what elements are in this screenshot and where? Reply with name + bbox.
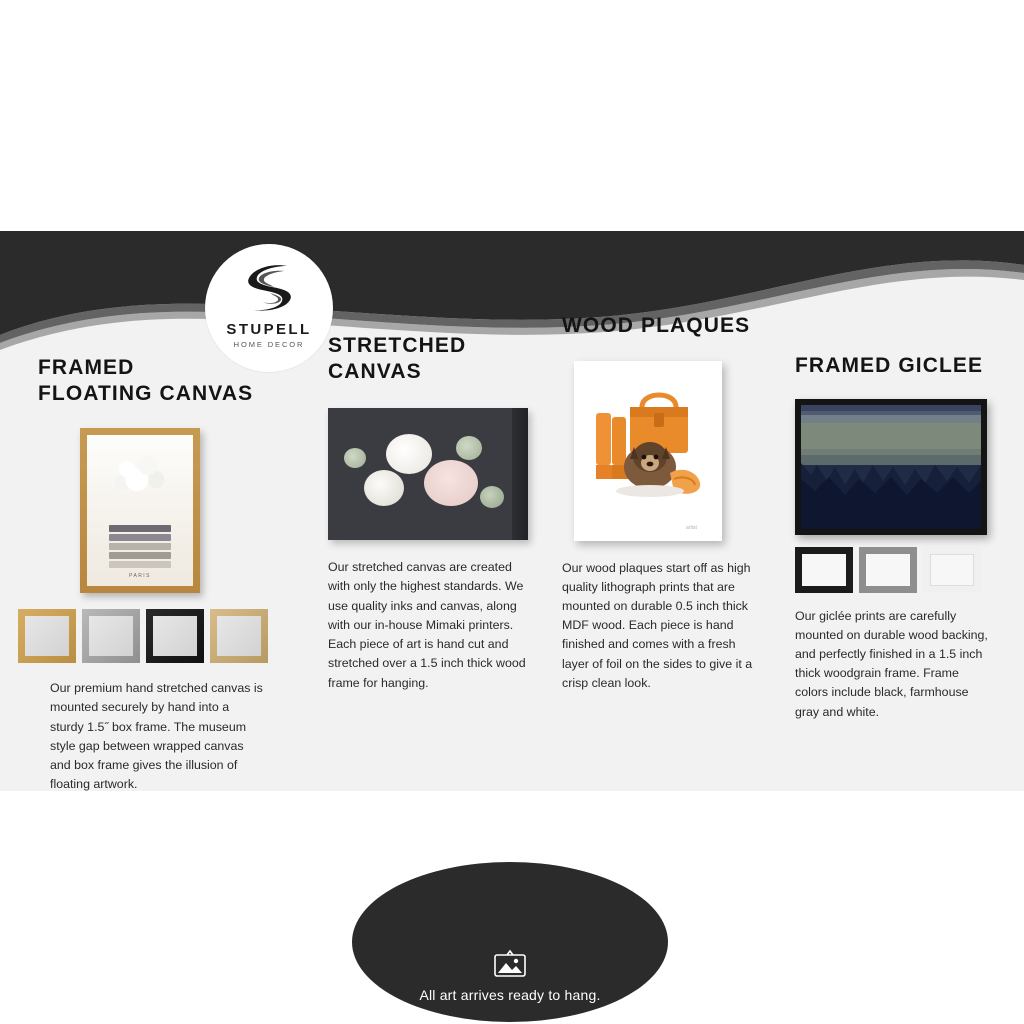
frame-option-black[interactable] <box>795 547 853 593</box>
section-body-framed-giclee: Our giclée prints are carefully mounted on durable wood backing, and perfectly finished in a 1.5 inch thick woodgrain frame. Frame colors include black, farmhouse gray and white. <box>795 608 988 719</box>
swatch-gold[interactable] <box>18 609 76 663</box>
product-image-stretched-canvas <box>328 408 528 540</box>
brand-logo <box>205 244 333 372</box>
floral-artwork-detail <box>108 451 172 503</box>
swatch-gray[interactable] <box>82 609 140 663</box>
section-body-framed-floating-canvas: Our premium hand stretched canvas is mounted securely by hand into a sturdy 1.5˝ box frame. The museum style gap between wrapped canvas and box frame gives the illusion of floating artwork. <box>50 681 263 792</box>
section-wood-plaques <box>562 313 767 693</box>
title-line-1: WOOD PLAQUES <box>562 314 751 337</box>
artwork-canvas <box>87 435 193 586</box>
product-image-framed-floating-canvas <box>80 428 200 593</box>
swatch-light-gold[interactable] <box>210 609 268 663</box>
ready-to-hang-text: All art arrives ready to hang. <box>419 987 601 1003</box>
section-title-wood-plaques <box>562 313 767 339</box>
artwork-caption: PARIS <box>129 573 151 580</box>
section-stretched-canvas <box>328 333 538 693</box>
ready-to-hang-badge <box>352 932 668 1022</box>
frame-option-farmhouse-gray[interactable] <box>859 547 917 593</box>
swatch-black[interactable] <box>146 609 204 663</box>
brand-name: STUPELL <box>226 321 312 338</box>
section-framed-floating-canvas <box>38 355 288 795</box>
section-body-wood-plaques: Our wood plaques start off as high quality lithograph prints that are mounted on durable 0.5 inch thick MDF wood. Each piece is hand finished and comes with a fresh layer of foil on the sides to give it a crisp clean look. <box>562 560 753 690</box>
brand-tagline: HOME DECOR <box>233 340 305 349</box>
title-line-1: FRAMED GICLEE <box>795 354 984 377</box>
swoosh-s-logo-icon <box>205 262 333 319</box>
title-line-2: CANVAS <box>328 359 422 383</box>
section-framed-giclee <box>795 353 995 722</box>
section-title-framed-giclee <box>795 353 995 379</box>
title-line-1: FRAMED <box>38 356 135 379</box>
giclee-frame-color-options <box>795 547 995 593</box>
section-body-stretched-canvas: Our stretched canvas are created with only the highest standards. We use quality inks and canvas, along with our in-house Mimaki printers. Each piece of art is hand cut and stretched over a 1.5 inch thick wood frame for hanging. <box>328 560 526 690</box>
frame-color-swatches <box>18 609 288 663</box>
section-title-stretched-canvas <box>328 333 538 384</box>
svg-text:artist: artist <box>686 524 697 531</box>
stacked-books-detail <box>109 523 171 568</box>
giclee-artwork <box>801 405 981 529</box>
product-image-wood-plaque <box>574 361 722 541</box>
picture-frame-icon <box>493 950 527 983</box>
canvas-side-edge <box>512 408 528 540</box>
product-image-framed-giclee <box>795 399 987 535</box>
frame-option-white[interactable] <box>923 547 981 593</box>
title-line-2: FLOATING CANVAS <box>38 381 254 405</box>
title-line-1: STRETCHED <box>328 334 467 357</box>
